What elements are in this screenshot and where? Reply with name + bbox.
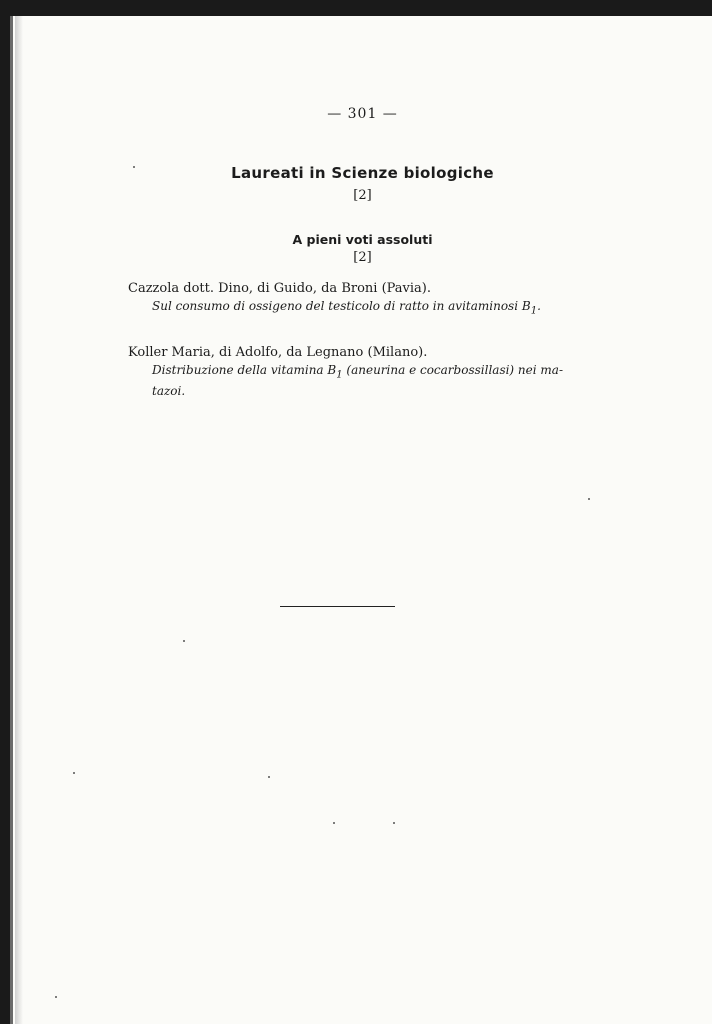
section-title: Laureati in Scienze biologiche [231,164,494,182]
scan-speck [183,640,185,642]
scan-speck [393,822,395,824]
scan-speck [55,996,57,998]
subsection-title: A pieni voti assoluti [292,232,433,247]
scan-speck [333,822,335,824]
thesis-text-continued: (aneurina e cocarbossillasi) nei ma- [342,363,563,377]
thesis-text: Distribuzione della vitamina B [152,363,337,377]
section-count: [2] [353,188,372,203]
thesis-subscript: 1 [530,305,538,317]
thesis-subscript: 1 [336,369,343,381]
end-rule [280,606,395,607]
thesis-end: . [537,299,541,313]
scan-speck [133,166,135,168]
graduate-entry [128,343,598,399]
graduate-name: Koller Maria, di Adolfo, da Legnano (Milano). [128,345,428,360]
thesis-title [128,298,598,319]
graduate-entry [128,279,598,319]
thesis-title [128,362,598,399]
subsection-count: [2] [353,250,372,265]
page-number: — 301 — [327,106,398,122]
thesis-text: Sul consumo di ossigeno del testicolo di ratto in avitaminosi B [152,299,531,313]
scan-speck [73,772,75,774]
scan-speck [268,776,270,778]
thesis-text-line2: tazoi. [152,384,186,399]
scan-speck [588,498,590,500]
document-page [10,16,712,1024]
graduate-name: Cazzola dott. Dino, di Guido, da Broni (Pavia). [128,281,432,296]
